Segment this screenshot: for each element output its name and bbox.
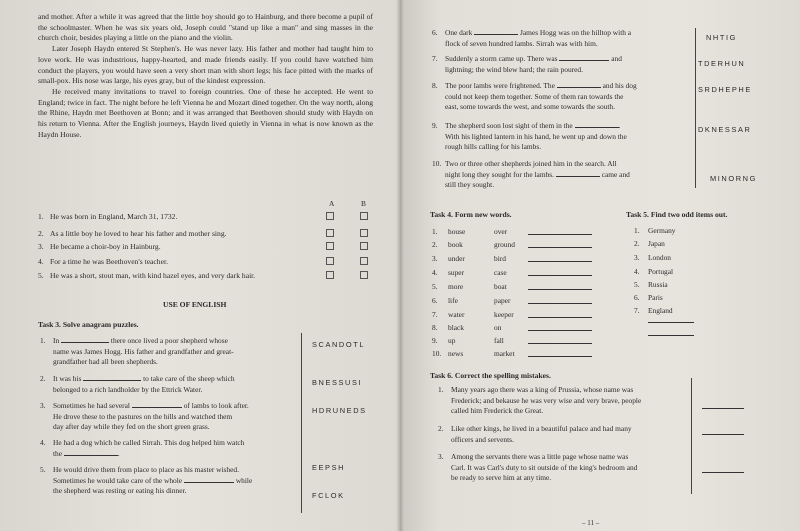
task5-title: Task 5. Find two odd items out. (626, 210, 728, 219)
answer-blank-8[interactable] (557, 87, 601, 88)
answer-blank-10[interactable] (556, 176, 600, 177)
answer-blank-5[interactable] (184, 482, 234, 483)
anagram-item-8: 8. The poor lambs were frightened. The and his dog could not keep them together. Some of them ran towards the east, some towards the west, and some towards the south. (432, 81, 637, 112)
checkbox-2b[interactable] (360, 229, 368, 237)
checkbox-3b[interactable] (360, 242, 368, 250)
statement-5: 5. He was a short, stout man, with kind hazel eyes, and very dark hair. (38, 271, 256, 280)
page-number: – 11 – (582, 519, 600, 527)
anagram-divider (301, 333, 302, 513)
checkbox-4b[interactable] (360, 257, 368, 265)
checkbox-5a[interactable] (326, 271, 334, 279)
anagram-4: EEPSH (312, 463, 346, 472)
word-answer-3[interactable] (528, 261, 592, 262)
checkbox-1a[interactable] (326, 212, 334, 220)
answer-blank-9[interactable] (575, 127, 619, 128)
word-answer-6[interactable] (528, 303, 592, 304)
odd-answer-1[interactable] (648, 322, 694, 323)
anagram-1: SCANDOTL (312, 340, 366, 349)
anagram-8: SRDHEPHE (698, 85, 752, 94)
anagram-divider-right (695, 28, 696, 188)
spelling-answer-3[interactable] (702, 472, 744, 473)
anagram-7: TDERHUN (698, 59, 746, 68)
word-answer-5[interactable] (528, 289, 592, 290)
spelling-item-2: 2. Like other kings, he lived in a beautiful palace and had many officers and servents. (438, 424, 632, 444)
spelling-answer-1[interactable] (702, 408, 744, 409)
word-answer-1[interactable] (528, 234, 592, 235)
anagram-3: HDRUNEDS (312, 406, 367, 415)
anagram-2: BNESSUSI (312, 378, 363, 387)
statement-4: 4. For a time he was Beethoven's teacher. (38, 257, 168, 266)
word-answer-7[interactable] (528, 317, 592, 318)
answer-blank-6[interactable] (474, 34, 518, 35)
word-answer-9[interactable] (528, 343, 592, 344)
anagram-5: FCLOK (312, 491, 345, 500)
answer-blank-7[interactable] (559, 60, 609, 61)
task3-title: Task 3. Solve anagram puzzles. (38, 320, 139, 329)
answer-blank-4[interactable] (64, 455, 118, 456)
task4-title: Task 4. Form new words. (430, 210, 512, 219)
paragraph-3: He received many invitations to travel to foreign countries. One of these he accepted. He went to England; twice in fact. The night before he left Vienna he and Mozart dined together. On the way north, along the Rhine, Haydn met Beethoven at Bonn; and it was arranged that Beethoven should study with Haydn on his return to Vienna. After the English journeys, Haydn lived quietly in Vienna in what is now known as the Haydn House. (38, 86, 373, 139)
statement-1: 1. He was born in England, March 31, 1732. (38, 212, 178, 221)
odd-answer-2[interactable] (648, 335, 694, 336)
paragraph-1: and mother. After a while it was agreed that the little boy should go to Hainburg, and there become a pupil of the schoolmaster. When he was six years old, Joseph could "stand up like a man" and sing masses in the church choir, besides playing a little on the piano and the violin. (38, 12, 373, 43)
checkbox-2a[interactable] (326, 229, 334, 237)
spelling-divider (691, 378, 692, 494)
statement-3: 3. He became a choir-boy in Hainburg. (38, 242, 161, 251)
spelling-answer-2[interactable] (702, 434, 744, 435)
anagram-item-10: 10. Two or three other shepherds joined him in the search. All night long they sought for the lambs. came and still they sought. (432, 159, 630, 190)
anagram-6: NHTIG (706, 33, 737, 42)
word-answer-2[interactable] (528, 247, 592, 248)
word-answer-4[interactable] (528, 275, 592, 276)
column-b-header: B (361, 199, 366, 208)
word-answer-8[interactable] (528, 330, 592, 331)
spelling-item-1: 1. Many years ago there was a king of Prussia, whose name was Frederick; and bekause he was very wise and very brave, people called him Frederick the Great. (438, 385, 642, 416)
checkbox-5b[interactable] (360, 271, 368, 279)
column-a-header: A (329, 199, 335, 208)
reading-text (38, 12, 373, 140)
answer-blank-1[interactable] (61, 342, 109, 343)
anagram-item-9: 9. The shepherd soon lost sight of them in the . With his lighted lantern in his hand, he went up and down the rough hills calling for his lambs. (432, 121, 627, 152)
anagram-item-6: 6. One dark James Hogg was on the hilltop with a flock of seven hundred lambs. Sirrah was with him. (432, 28, 632, 48)
section-title: USE OF ENGLISH (163, 300, 227, 309)
anagram-item-7: 7. Suddenly a storm came up. There was and lightning; the wind blew hard; the rain poured. (432, 54, 622, 74)
checkbox-4a[interactable] (326, 257, 334, 265)
right-page: 6. One dark James Hogg was on the hilltop with a flock of seven hundred lambs. Sirrah was with him. NHTIG 7. Suddenly a storm came up. There was and lightning; the wind blew hard; the rain poured. TDERHUN 8. The poor lambs were frightened. The and his dog could not keep them together. Some of them ran towards the east, some towards the west, and some towards the south. SRDHEPHE 9. The shepherd soon lost sight of them in the . With his lighted lantern in his hand, he went up and down the rough hills calling for his lambs. DKNESSAR 10. Two or three other shepherds joined him in the search. All night long they sought for the lambs. came and still they sought. MINORNG Task 4. Form new words. 1. house over 2. book ground 3. under bird 4. super case 5. more boat 6. life paper 7. water keeper 8. black on 9. up fall 10. news market Task 5. Find two odd items out. 1. Germany 2. Japan 3. London 4. Portugal 5. Russia 6. Paris 7. England Task 6. Correct the spelling mistakes. 1. Many years ago there was a king of Prussia, whose name was Frederick; and bekause he was very wise and very brave, people called him Frederick the Great. 2. Like other kings, he lived in a beautiful palace and had many officers and servents. 3. Among the servants there was a little page whose name was Carl. It was Carl's duty to sit outside of the king's bedroom and be ready to serve him at any time. – 11 – (400, 0, 800, 531)
word-answer-10[interactable] (528, 356, 592, 357)
checkbox-1b[interactable] (360, 212, 368, 220)
anagram-item-4: 4. He had a dog which he called Sirrah. This dog helped him watch the . (40, 438, 245, 458)
anagram-item-5: 5. He would drive them from place to place as his master wished. Sometimes he would take care of the whole while the shepherd was resting or eating his dinner. (40, 465, 253, 496)
paragraph-2: Later Joseph Haydn entered St Stephen's. He was never lazy. His father and mother had taught him to love work. He was industrious, happy-hearted, and made friends easily. If you could have watched him conduct the players, you would have seen a very short man with short legs; his face pitted with the marks of small-pox. His nose was large, his eyes gray, but of the kindest expression. (38, 44, 373, 86)
spelling-item-3: 3. Among the servants there was a little page whose name was Carl. It was Carl's duty to sit outside of the king's bedroom and be ready to serve him at any time. (438, 452, 638, 483)
book-gutter (396, 0, 404, 531)
anagram-item-1: 1. In there once lived a poor shepherd whose name was James Hogg. His father and grandfather and great- grandfather had all been shepherds. (40, 336, 234, 367)
answer-blank-2[interactable] (83, 380, 141, 381)
anagram-9: DKNESSAR (698, 125, 752, 134)
anagram-item-2: 2. It was his to take care of the sheep which belonged to a rich landholder by the Ettrick Water. (40, 374, 235, 394)
statement-2: 2. As a little boy he loved to hear his father and mother sing. (38, 229, 227, 238)
answer-blank-3[interactable] (132, 407, 182, 408)
checkbox-3a[interactable] (326, 242, 334, 250)
anagram-10: MINORNG (710, 174, 757, 183)
anagram-item-3: 3. Sometimes he had several of lambs to look after. He drove these to the pastures on the hills and watched them day after day while they fed on the short green grass. (40, 401, 249, 432)
task6-title: Task 6. Correct the spelling mistakes. (430, 371, 551, 380)
